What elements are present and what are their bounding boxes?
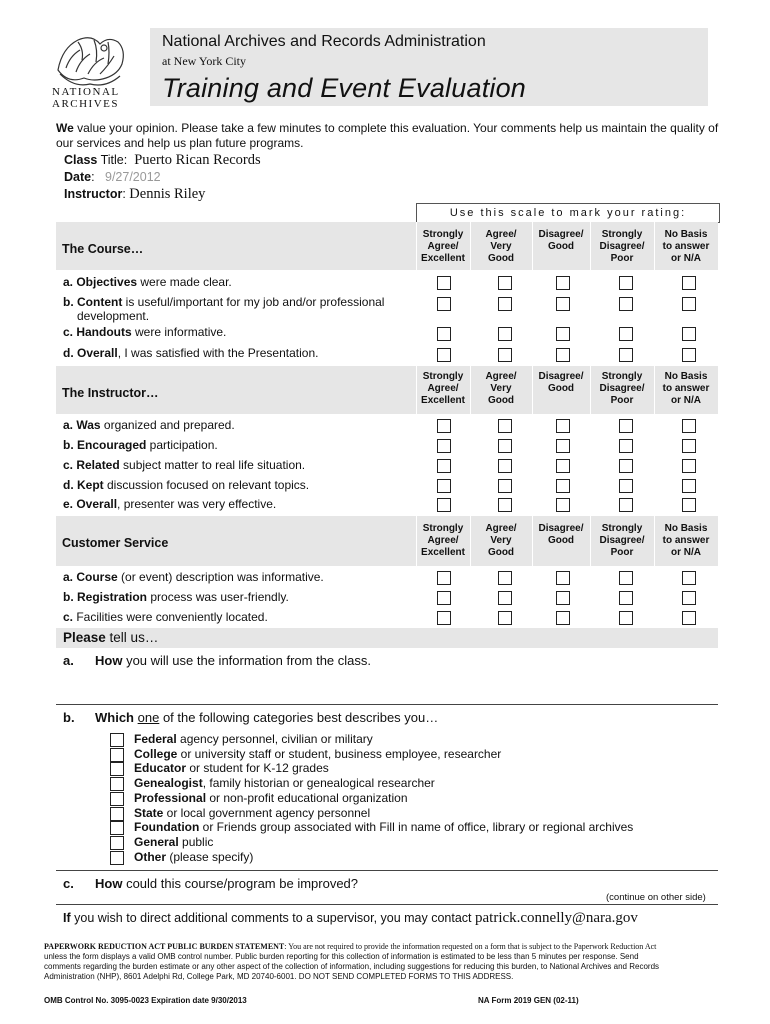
contact-line: If you wish to direct additional comments to a supervisor, you may contact patrick.connelly@nara.gov <box>63 910 638 926</box>
category-checkbox[interactable] <box>110 792 124 806</box>
col-strongly-disagree: Strongly Disagree/ Poor <box>599 229 645 264</box>
class-title-value: Puerto Rican Records <box>134 152 261 168</box>
intro-text <box>56 121 726 151</box>
instructor-item-organized: a. Was organized and prepared. <box>63 418 235 432</box>
rating-checkbox[interactable] <box>619 459 633 473</box>
category-option: College or university staff or student, business employee, researcher <box>134 747 502 761</box>
rating-checkbox[interactable] <box>437 297 451 311</box>
category-checkbox[interactable] <box>110 851 124 865</box>
course-item-objectives: a. Objectives were made clear. <box>63 275 232 289</box>
instructor-item-overall: e. Overall, presenter was very effective. <box>63 497 277 511</box>
rating-checkbox[interactable] <box>498 479 512 493</box>
rating-checkbox[interactable] <box>556 571 570 585</box>
rating-checkbox[interactable] <box>619 348 633 362</box>
org-name: National Archives and Records Administration <box>162 33 486 50</box>
col-agree: Agree/ Very Good <box>485 371 517 406</box>
logo-text <box>52 86 120 110</box>
rating-checkbox[interactable] <box>619 479 633 493</box>
rating-checkbox[interactable] <box>682 571 696 585</box>
instructor-value: Dennis Riley <box>129 186 206 202</box>
rating-checkbox[interactable] <box>682 327 696 341</box>
date-field[interactable]: Date: 9/27/2012 <box>64 170 161 184</box>
col-strongly-agree: Strongly Agree/ Excellent <box>421 229 465 264</box>
class-title-field[interactable] <box>64 152 261 169</box>
section-course-title: The Course… <box>62 242 144 256</box>
date-value: 9/27/2012 <box>105 170 161 184</box>
rating-checkbox[interactable] <box>556 419 570 433</box>
rating-checkbox[interactable] <box>498 327 512 341</box>
rating-checkbox[interactable] <box>437 327 451 341</box>
course-item-handouts: c. Handouts were informative. <box>63 325 227 339</box>
continue-note: (continue on other side) <box>606 892 706 903</box>
rating-checkbox[interactable] <box>498 419 512 433</box>
instructor-item-related: c. Related subject matter to real life situation. <box>63 458 306 472</box>
rating-checkbox[interactable] <box>498 297 512 311</box>
rating-checkbox[interactable] <box>682 591 696 605</box>
rating-checkbox[interactable] <box>619 439 633 453</box>
instructor-item-kept: d. Kept discussion focused on relevant topics. <box>63 478 310 492</box>
rating-checkbox[interactable] <box>556 327 570 341</box>
rating-checkbox[interactable] <box>682 297 696 311</box>
instructor-item-encouraged: b. Encouraged participation. <box>63 438 218 452</box>
rating-checkbox[interactable] <box>556 611 570 625</box>
section-instructor-header <box>56 366 718 414</box>
rating-checkbox[interactable] <box>498 571 512 585</box>
class-label: Class <box>64 153 98 167</box>
col-no-basis: No Basis to answer or N/A <box>662 523 710 558</box>
page-title: Training and Event Evaluation <box>162 73 527 103</box>
category-checkbox[interactable] <box>110 748 124 762</box>
question-c: c. How could this course/program be improved? <box>63 876 359 891</box>
rating-checkbox[interactable] <box>498 498 512 512</box>
rating-checkbox[interactable] <box>556 459 570 473</box>
col-disagree: Disagree/ Good <box>538 229 584 252</box>
rating-checkbox[interactable] <box>437 479 451 493</box>
rating-checkbox[interactable] <box>437 419 451 433</box>
category-checkbox[interactable] <box>110 762 124 776</box>
col-strongly-disagree: Strongly Disagree/ Poor <box>599 371 645 406</box>
paperwork-statement: PAPERWORK REDUCTION ACT PUBLIC BURDEN STATEMENT: You are not required to provide the information requested on a form that is subject to the Paperwork Reduction Act unless the form displays a valid OMB control number. Public burden reporting for this collection of information is estimated to be less than 5 minutes per response. Send comments regarding the burden estimate or any other aspect of the collection of information, including suggestions for reducing this burden, to National Archives and Records Administration (NHP), 8601 Adelphi Rd, College Park, MD 20740-6001. DO NOT SEND COMPLETED FORMS TO THIS ADDRESS. <box>44 942 660 981</box>
divider-b <box>56 870 718 871</box>
intro-rest: value your opinion. Please take a few minutes to complete this evaluation. Your comments help us maintain the quality of our services and help us plan future programs. <box>56 121 719 150</box>
rating-checkbox[interactable] <box>437 459 451 473</box>
category-checkbox[interactable] <box>110 733 124 747</box>
question-b-letter: b. <box>63 710 75 725</box>
category-option: General public <box>134 835 214 849</box>
rating-checkbox[interactable] <box>556 479 570 493</box>
divider-c <box>56 904 718 905</box>
col-agree: Agree/ Very Good <box>485 523 517 558</box>
instructor-field[interactable]: Instructor: Dennis Riley <box>64 186 206 202</box>
col-no-basis: No Basis to answer or N/A <box>662 229 710 264</box>
rating-checkbox[interactable] <box>498 611 512 625</box>
rating-checkbox[interactable] <box>556 439 570 453</box>
rating-checkbox[interactable] <box>619 419 633 433</box>
divider-a <box>56 704 718 705</box>
col-strongly-agree: Strongly Agree/ Excellent <box>421 371 465 406</box>
category-option: Federal agency personnel, civilian or military <box>134 732 373 746</box>
section-course-header <box>56 222 718 270</box>
rating-checkbox[interactable] <box>498 459 512 473</box>
answer-a-field[interactable] <box>94 672 718 702</box>
rating-checkbox[interactable] <box>682 479 696 493</box>
intro-lead: We <box>56 121 74 135</box>
rating-scale-label: Use this scale to mark your rating: <box>416 203 720 223</box>
class-title-label: Title: <box>97 153 128 167</box>
rating-checkbox[interactable] <box>498 276 512 290</box>
rating-checkbox[interactable] <box>619 611 633 625</box>
customer-item-facilities: c. Facilities were conveniently located. <box>63 610 268 624</box>
section-customer-header <box>56 516 718 566</box>
col-no-basis: No Basis to answer or N/A <box>662 371 710 406</box>
national-archives-logo <box>48 30 132 110</box>
rating-checkbox[interactable] <box>437 571 451 585</box>
category-checkbox[interactable] <box>110 836 124 850</box>
instructor-label: Instructor <box>64 187 123 201</box>
rating-checkbox[interactable] <box>437 591 451 605</box>
category-option: Other (please specify) <box>134 850 254 864</box>
customer-item-registration: b. Registration process was user-friendly. <box>63 590 289 604</box>
rating-checkbox[interactable] <box>682 348 696 362</box>
question-b: b. Which one of the following categories best describes you… <box>63 710 439 725</box>
rating-checkbox[interactable] <box>556 591 570 605</box>
question-a-letter: a. <box>63 653 74 668</box>
rating-checkbox[interactable] <box>556 276 570 290</box>
question-a: a. How you will use the information from the class. <box>63 653 372 668</box>
category-option: Educator or student for K-12 grades <box>134 761 329 775</box>
rating-checkbox[interactable] <box>437 611 451 625</box>
org-location: at New York City <box>162 54 247 68</box>
rating-checkbox[interactable] <box>619 498 633 512</box>
section-customer-title: Customer Service <box>62 536 169 550</box>
col-disagree: Disagree/ Good <box>538 523 584 546</box>
col-agree: Agree/ Very Good <box>485 229 517 264</box>
rating-checkbox[interactable] <box>556 297 570 311</box>
course-item-overall: d. Overall, I was satisfied with the Presentation. <box>63 346 319 360</box>
category-checkbox[interactable] <box>110 821 124 835</box>
rating-checkbox[interactable] <box>437 439 451 453</box>
rating-checkbox[interactable] <box>682 459 696 473</box>
please-tell-us: Please tell us… <box>63 630 159 645</box>
category-option: Professional or non-profit educational organization <box>134 791 408 805</box>
col-strongly-agree: Strongly Agree/ Excellent <box>421 523 465 558</box>
course-item-content: b. Content is useful/important for my job and/or professional development. <box>63 295 385 323</box>
customer-item-course: a. Course (or event) description was informative. <box>63 570 324 584</box>
question-c-letter: c. <box>63 876 74 891</box>
category-option: Foundation or Friends group associated with Fill in name of office, library or regional archives <box>134 820 634 834</box>
rating-checkbox[interactable] <box>498 439 512 453</box>
rating-checkbox[interactable] <box>556 498 570 512</box>
col-disagree: Disagree/ Good <box>538 371 584 394</box>
section-instructor-title: The Instructor… <box>62 386 159 400</box>
eagle-emblem-icon <box>48 30 132 92</box>
category-option: State or local government agency personnel <box>134 806 371 820</box>
rating-checkbox[interactable] <box>682 439 696 453</box>
category-option: Genealogist, family historian or genealogical researcher <box>134 776 435 790</box>
rating-checkbox[interactable] <box>619 571 633 585</box>
rating-checkbox[interactable] <box>556 348 570 362</box>
rating-checkbox[interactable] <box>619 591 633 605</box>
rating-checkbox[interactable] <box>682 498 696 512</box>
rating-checkbox[interactable] <box>619 327 633 341</box>
rating-checkbox[interactable] <box>437 348 451 362</box>
rating-checkbox[interactable] <box>437 276 451 290</box>
rating-checkbox[interactable] <box>498 348 512 362</box>
rating-checkbox[interactable] <box>619 297 633 311</box>
rating-checkbox[interactable] <box>619 276 633 290</box>
rating-checkbox[interactable] <box>498 591 512 605</box>
form-number: NA Form 2019 GEN (02-11) <box>478 996 579 1005</box>
logo-line1: NATIONAL <box>52 86 120 98</box>
rating-checkbox[interactable] <box>682 611 696 625</box>
date-label: Date <box>64 170 92 184</box>
supervisor-email[interactable]: patrick.connelly@nara.gov <box>475 910 638 926</box>
rating-checkbox[interactable] <box>682 419 696 433</box>
category-checkbox[interactable] <box>110 807 124 821</box>
rating-checkbox[interactable] <box>437 498 451 512</box>
rating-checkbox[interactable] <box>682 276 696 290</box>
category-checkbox[interactable] <box>110 777 124 791</box>
logo-line2: ARCHIVES <box>52 98 120 110</box>
omb-control: OMB Control No. 3095-0023 Expiration date 9/30/2013 <box>44 996 247 1005</box>
col-strongly-disagree: Strongly Disagree/ Poor <box>599 523 645 558</box>
